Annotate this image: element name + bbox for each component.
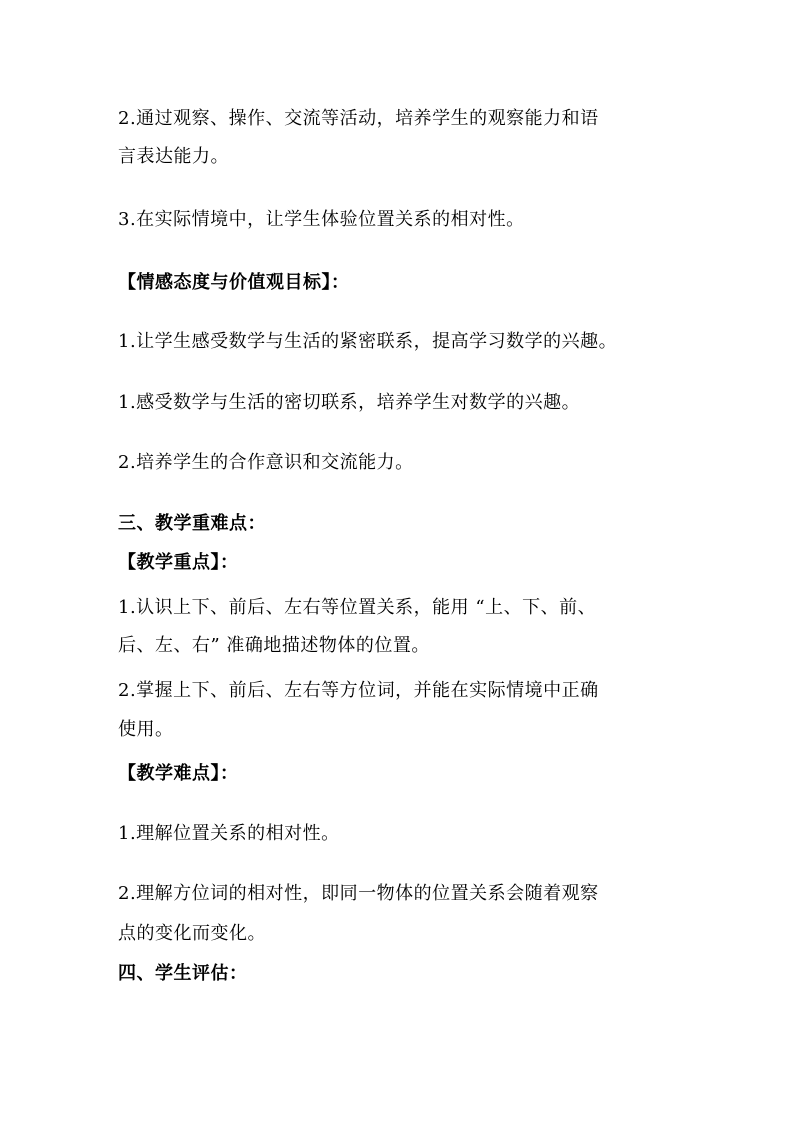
emotion-goal-line-1: 1.让学生感受数学与生活的紧密联系，提高学习数学的兴趣。 <box>118 331 618 352</box>
emotion-goal-line-1b: 1.感受数学与生活的密切联系，培养学生对数学的兴趣。 <box>118 392 581 413</box>
key-point-line-2a: 2.掌握上下、前后、左右等方位词，并能在实际情境中正确 <box>118 680 599 701</box>
subheading-difficult-points: 【教学难点】： <box>118 763 239 784</box>
emotion-goal-line-2: 2.培养学生的合作意识和交流能力。 <box>118 452 414 473</box>
key-point-line-1a: 1.认识上下、前后、左右等位置关系，能用 “上、下、前、 <box>118 597 597 618</box>
subheading-key-points: 【教学重点】： <box>118 552 239 573</box>
difficult-point-line-2a: 2.理解方位词的相对性，即同一物体的位置关系会随着观察 <box>118 883 599 904</box>
section-heading-key-difficult-points: 三、教学重难点： <box>118 513 266 534</box>
objective-line-3: 3.在实际情境中，让学生体验位置关系的相对性。 <box>118 209 525 230</box>
difficult-point-line-1: 1.理解位置关系的相对性。 <box>118 823 340 844</box>
objective-line-2b: 言表达能力。 <box>118 146 229 167</box>
difficult-point-line-2b: 点的变化而变化。 <box>118 923 266 944</box>
section-heading-student-assessment: 四、学生评估： <box>118 963 248 984</box>
key-point-line-2b: 使用。 <box>118 719 174 740</box>
objective-line-2a: 2.通过观察、操作、交流等活动，培养学生的观察能力和语 <box>118 108 599 129</box>
section-heading-emotion-goals: 【情感态度与价值观目标】： <box>118 272 350 293</box>
key-point-line-1b: 后、左、右” 准确地描述物体的位置。 <box>118 635 430 656</box>
